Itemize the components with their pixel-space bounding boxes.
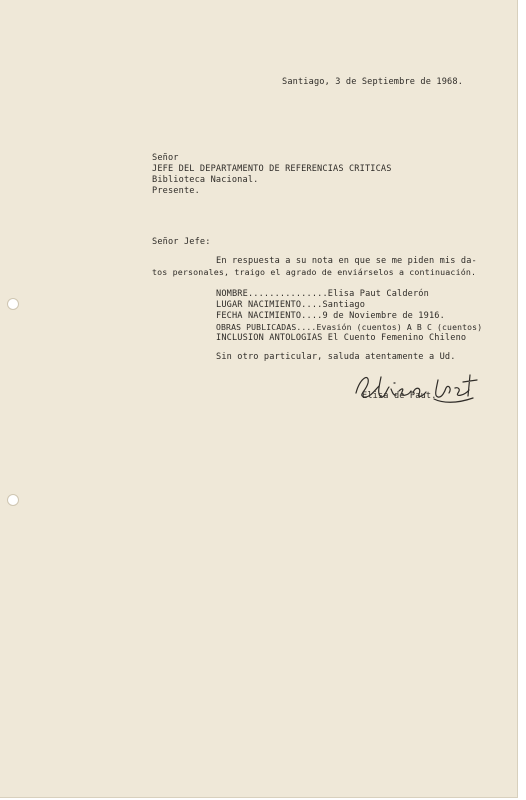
detail-nombre: NOMBRE...............Elisa Paut Calderón	[216, 289, 429, 299]
typed-signature: Elisa de Paut.	[362, 391, 437, 401]
recipient-institution: Biblioteca Nacional.	[152, 175, 259, 185]
detail-inclusion-antologias: INCLUSION ANTOLOGIAS El Cuento Femenino Chileno	[216, 333, 467, 343]
body-line-1: En respuesta a su nota en que se me piden mis da-	[216, 256, 477, 266]
closing-line: Sin otro particular, saluda atentamente a Ud.	[216, 352, 456, 362]
recipient-presente: Presente.	[152, 186, 200, 196]
handwritten-signature	[352, 367, 482, 409]
punch-hole-top	[7, 298, 19, 310]
salutation: Señor Jefe:	[152, 237, 211, 247]
detail-fecha-nacimiento: FECHA NACIMIENTO....9 de Noviembre de 1916.	[216, 311, 445, 321]
recipient-position: JEFE DEL DEPARTAMENTO DE REFERENCIAS CRITICAS	[152, 164, 392, 174]
recipient-title: Señor	[152, 153, 179, 163]
detail-lugar-nacimiento: LUGAR NACIMIENTO....Santiago	[216, 300, 366, 310]
detail-obras-publicadas: OBRAS PUBLICADAS....Evasión (cuentos) A B C (cuentos)	[216, 322, 483, 332]
date-line: Santiago, 3 de Septiembre de 1968.	[282, 77, 464, 87]
body-line-2: tos personales, traigo el agrado de enviárselos a continuación.	[152, 267, 477, 277]
punch-hole-bottom	[7, 494, 19, 506]
